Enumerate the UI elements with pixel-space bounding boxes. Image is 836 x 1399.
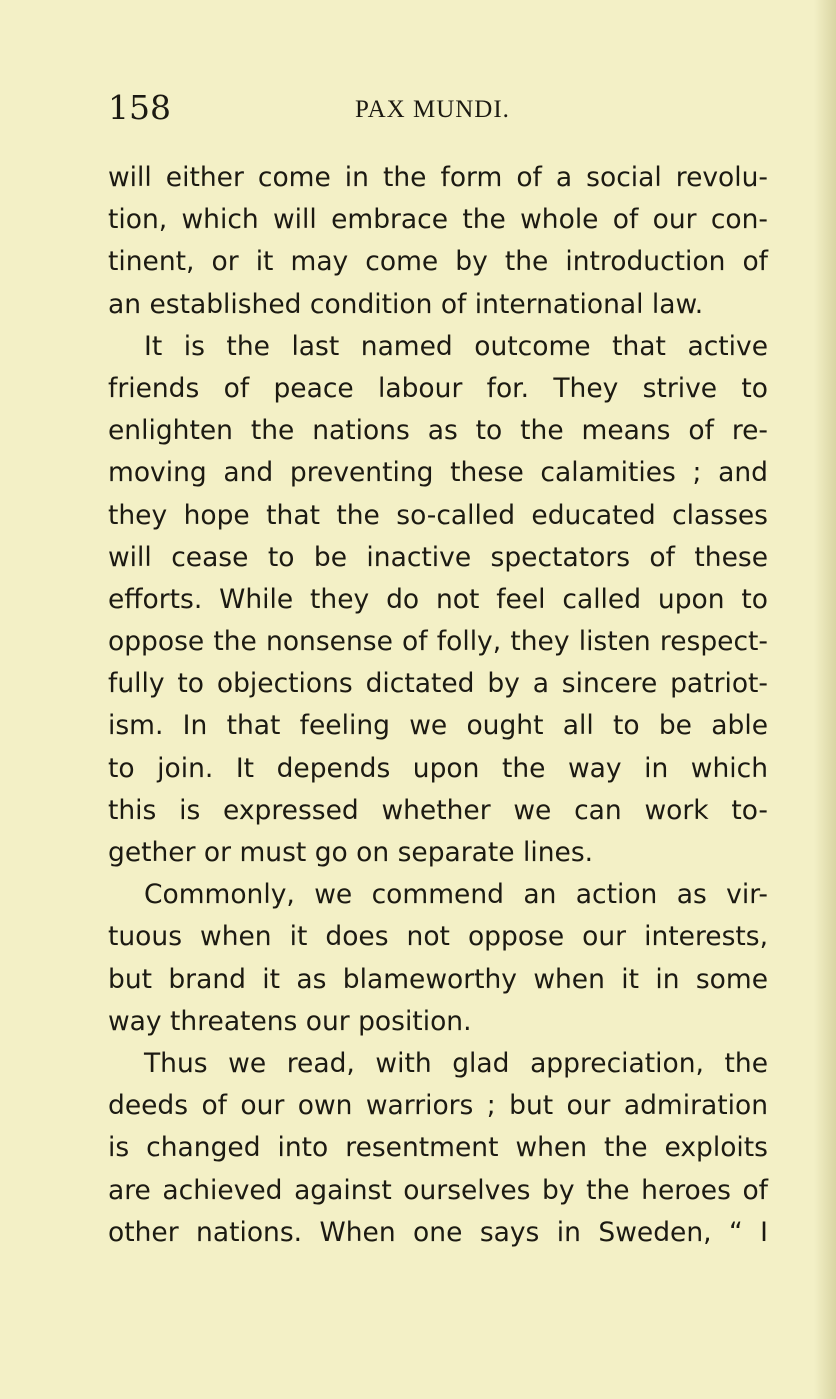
text-line: Thus we read, with glad appreciation, the bbox=[144, 1047, 768, 1079]
page-edge-shadow bbox=[814, 0, 836, 1399]
text-line: moving and preventing these calamities ; and bbox=[108, 457, 768, 489]
body-text bbox=[108, 157, 768, 1254]
text-line: will cease to be inactive spectators of these bbox=[108, 541, 768, 573]
text-line: deeds of our own warriors ; but our admiration bbox=[108, 1090, 768, 1122]
text-line: fully to objections dictated by a sincere patriot- bbox=[108, 668, 768, 700]
text-line: way threatens our position. bbox=[108, 1005, 472, 1037]
text-line: tion, which will embrace the whole of our con- bbox=[108, 204, 768, 236]
text-line: oppose the nonsense of folly, they listen respect- bbox=[108, 626, 768, 658]
running-title: PAX MUNDI. bbox=[355, 96, 510, 123]
text-line: will either come in the form of a social revolu- bbox=[108, 162, 768, 193]
text-line: but brand it as blameworthy when it in some bbox=[108, 963, 768, 995]
text-line: efforts. While they do not feel called upon to bbox=[108, 583, 768, 615]
text-line: is changed into resentment when the exploits bbox=[108, 1132, 768, 1164]
text-line: this is expressed whether we can work to- bbox=[108, 794, 768, 826]
page-header bbox=[108, 86, 768, 130]
page-number: 158 bbox=[108, 88, 171, 127]
text-line: Commonly, we commend an action as vir- bbox=[144, 879, 768, 911]
text-line: enlighten the nations as to the means of re- bbox=[108, 415, 768, 447]
text-line: gether or must go on separate lines. bbox=[108, 837, 594, 868]
text-line: ism. In that feeling we ought all to be able bbox=[108, 710, 768, 742]
text-line: they hope that the so-called educated classes bbox=[108, 499, 768, 531]
text-line: friends of peace labour for. They strive to bbox=[108, 372, 768, 404]
text-line: an established condition of international law. bbox=[108, 288, 704, 320]
text-line: other nations. When one says in Sweden, “ I bbox=[108, 1216, 768, 1248]
text-line: to join. It depends upon the way in which bbox=[108, 752, 768, 784]
text-line: tinent, or it may come by the introduction of bbox=[108, 246, 768, 278]
text-line: tuous when it does not oppose our interests, bbox=[108, 921, 768, 953]
text-line: It is the last named outcome that active bbox=[144, 330, 768, 362]
text-line: are achieved against ourselves by the heroes of bbox=[108, 1174, 768, 1206]
